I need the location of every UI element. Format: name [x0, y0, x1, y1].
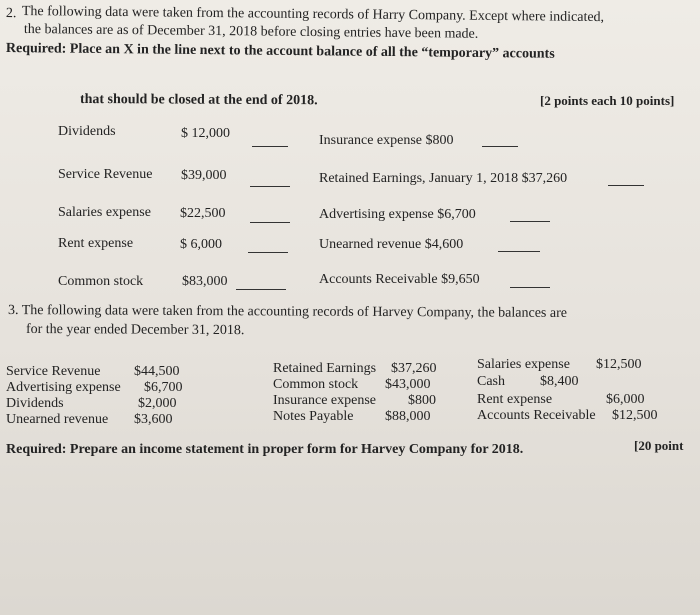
q3-col2-label: Notes Payable [273, 409, 354, 424]
q3-col1-label: Advertising expense [6, 380, 121, 395]
answer-blank[interactable] [498, 251, 540, 252]
q2-points: [2 points each 10 points] [540, 93, 675, 108]
q3-points: [20 point [634, 438, 684, 453]
q2-item-common-stock-label: Common stock [58, 274, 144, 289]
q2-item-salaries-label: Salaries expense [58, 205, 151, 220]
answer-blank[interactable] [482, 146, 518, 147]
q2-required-line1: Required: Place an X in the line next to the account balance of all the “temporary” accounts [5, 41, 555, 62]
q2-item-unearned: Unearned revenue $4,600 [319, 237, 464, 252]
q2-intro-line2: the balances are as of December 31, 2018 before closing entries have been made. [23, 22, 479, 42]
q3-col1-value: $44,500 [134, 364, 180, 379]
q2-item-service-revenue-value: $39,000 [181, 168, 227, 183]
answer-blank[interactable] [250, 222, 290, 223]
answer-blank[interactable] [608, 185, 644, 186]
q2-item-insurance: Insurance expense $800 [319, 133, 454, 148]
answer-blank[interactable] [236, 289, 286, 290]
q2-item-service-revenue-label: Service Revenue [58, 167, 153, 182]
q3-col3-label: Salaries expense [477, 357, 570, 372]
q2-item-rent-value: $ 6,000 [180, 237, 222, 252]
q3-col2-label: Common stock [273, 377, 359, 392]
q3-col1-label: Dividends [6, 396, 64, 411]
q3-intro-line2: for the year ended December 31, 2018. [25, 322, 245, 339]
q2-item-advertising: Advertising expense $6,700 [319, 207, 476, 222]
q2-number: 2. [5, 6, 17, 22]
q3-col3-value: $12,500 [612, 408, 658, 423]
q2-item-common-stock-value: $83,000 [182, 274, 228, 289]
q3-col1-label: Unearned revenue [6, 412, 109, 427]
answer-blank[interactable] [510, 287, 550, 288]
q2-item-salaries-value: $22,500 [180, 206, 226, 221]
q3-col2-label: Retained Earnings [273, 361, 377, 376]
q3-col3-value: $8,400 [540, 374, 579, 389]
q2-required-line2: that should be closed at the end of 2018. [79, 92, 318, 109]
q3-col3-label: Rent expense [477, 392, 553, 407]
q3-col3-label: Accounts Receivable [477, 408, 596, 423]
q3-col3-label: Cash [477, 374, 505, 389]
q3-col1-value: $3,600 [134, 412, 173, 427]
q3-col2-value: $43,000 [385, 377, 431, 392]
answer-blank[interactable] [510, 221, 550, 222]
q2-item-accounts-receivable: Accounts Receivable $9,650 [319, 272, 480, 287]
q3-col2-value: $37,260 [391, 361, 437, 376]
answer-blank[interactable] [252, 146, 288, 147]
q3-required: Required: Prepare an income statement in proper form for Harvey Company for 2018. [6, 442, 524, 457]
q3-col2-label: Insurance expense [273, 393, 377, 408]
q3-col2-value: $88,000 [385, 409, 431, 424]
q2-intro-line1: The following data were taken from the accounting records of Harry Company. Except where indicated, [21, 4, 605, 26]
q2-item-dividends-label: Dividends [58, 124, 116, 139]
q2-item-dividends-value: $ 12,000 [181, 126, 230, 141]
answer-blank[interactable] [248, 252, 288, 253]
q3-col3-value: $6,000 [606, 392, 645, 407]
q2-item-retained-earnings: Retained Earnings, January 1, 2018 $37,260 [319, 171, 568, 186]
q3-col1-value: $6,700 [144, 380, 183, 395]
q3-col2-value: $800 [408, 393, 436, 408]
q3-col1-label: Service Revenue [6, 364, 101, 379]
q3-col3-value: $12,500 [596, 357, 642, 372]
q3-col1-value: $2,000 [138, 396, 177, 411]
answer-blank[interactable] [250, 186, 290, 187]
q2-item-rent-label: Rent expense [58, 236, 134, 251]
q3-intro-line1: 3. The following data were taken from the accounting records of Harvey Company, the balances are [7, 303, 568, 321]
